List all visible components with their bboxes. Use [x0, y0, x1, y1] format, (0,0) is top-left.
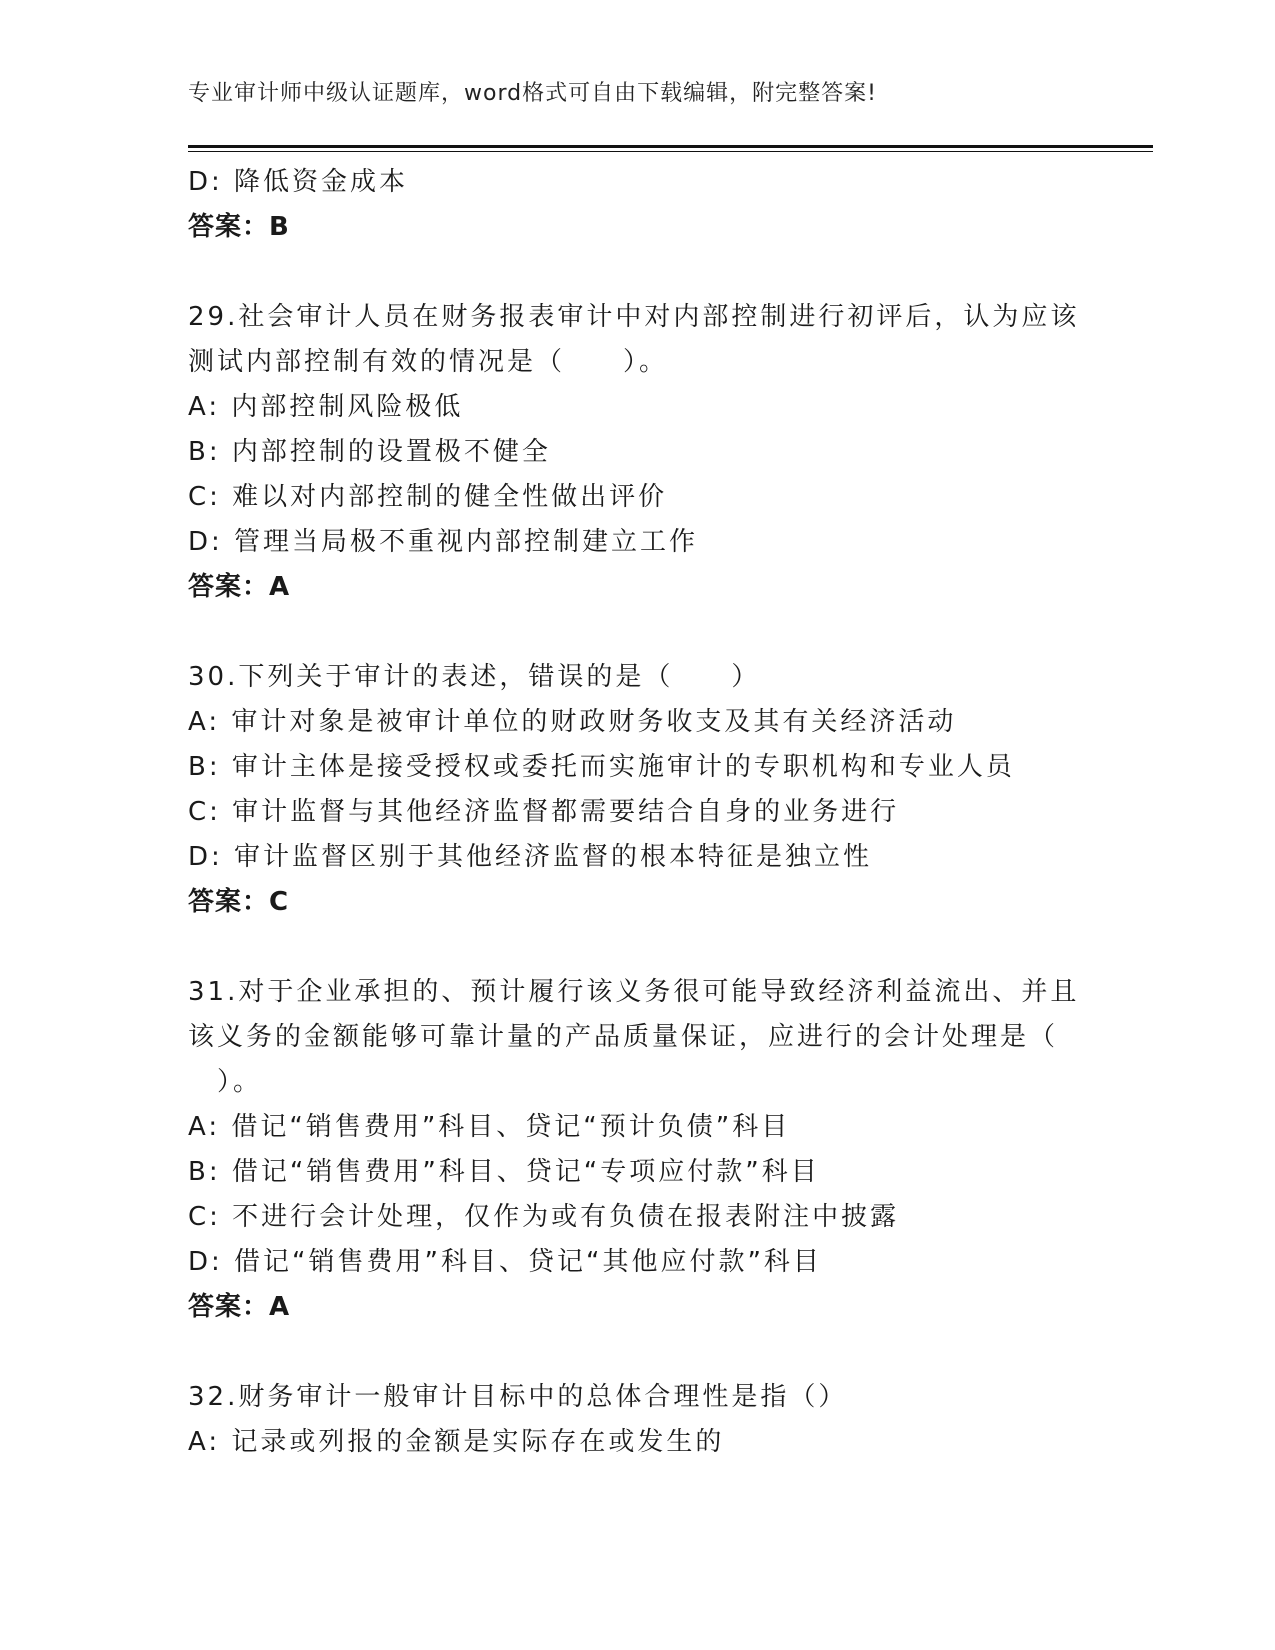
answer-line: 答案：B [188, 212, 290, 242]
option-c: C: 审计监督与其他经济监督都需要结合自身的业务进行 [188, 797, 900, 827]
question-stem-cont: 该义务的金额能够可靠计量的产品质量保证，应进行的会计处理是（ [188, 1022, 1059, 1052]
question-block-31 [188, 970, 1088, 1330]
header-rule-thick [188, 145, 1153, 148]
answer-line: 答案：A [188, 1292, 291, 1322]
question-stem-cont: ）。 [188, 1067, 263, 1097]
question-block-28-tail [188, 160, 1088, 250]
option-b: B: 内部控制的设置极不健全 [188, 437, 551, 467]
question-stem: 32.财务审计一般审计目标中的总体合理性是指（） [188, 1382, 848, 1412]
option-a: A: 记录或列报的金额是实际存在或发生的 [188, 1427, 725, 1457]
option-b: B: 借记“销售费用”科目、贷记“专项应付款”科目 [188, 1157, 820, 1187]
option-d: D: 管理当局极不重视内部控制建立工作 [188, 527, 699, 557]
option-d: D: 降低资金成本 [188, 167, 409, 197]
question-content [188, 160, 1088, 1465]
question-stem: 29.社会审计人员在财务报表审计中对内部控制进行初评后，认为应该 [188, 302, 1080, 332]
question-block-32 [188, 1375, 1088, 1465]
option-a: A: 审计对象是被审计单位的财政财务收支及其有关经济活动 [188, 707, 957, 737]
option-a: A: 借记“销售费用”科目、贷记“预计负债”科目 [188, 1112, 791, 1142]
header-rule-thin [188, 151, 1153, 152]
option-c: C: 不进行会计处理，仅作为或有负债在报表附注中披露 [188, 1202, 900, 1232]
question-block-30 [188, 655, 1088, 925]
option-d: D: 借记“销售费用”科目、贷记“其他应付款”科目 [188, 1247, 822, 1277]
answer-line: 答案：A [188, 572, 291, 602]
answer-line: 答案：C [188, 887, 290, 917]
option-a: A: 内部控制风险极低 [188, 392, 464, 422]
question-stem: 30.下列关于审计的表述，错误的是（ ） [188, 662, 761, 692]
question-stem-cont: 测试内部控制有效的情况是（ ）。 [188, 347, 669, 377]
option-b: B: 审计主体是接受授权或委托而实施审计的专职机构和专业人员 [188, 752, 1015, 782]
option-c: C: 难以对内部控制的健全性做出评价 [188, 482, 668, 512]
option-d: D: 审计监督区别于其他经济监督的根本特征是独立性 [188, 842, 873, 872]
question-stem: 31.对于企业承担的、预计履行该义务很可能导致经济利益流出、并且 [188, 977, 1080, 1007]
question-block-29 [188, 295, 1088, 610]
page-header: 专业审计师中级认证题库，word格式可自由下载编辑，附完整答案! [188, 81, 877, 106]
